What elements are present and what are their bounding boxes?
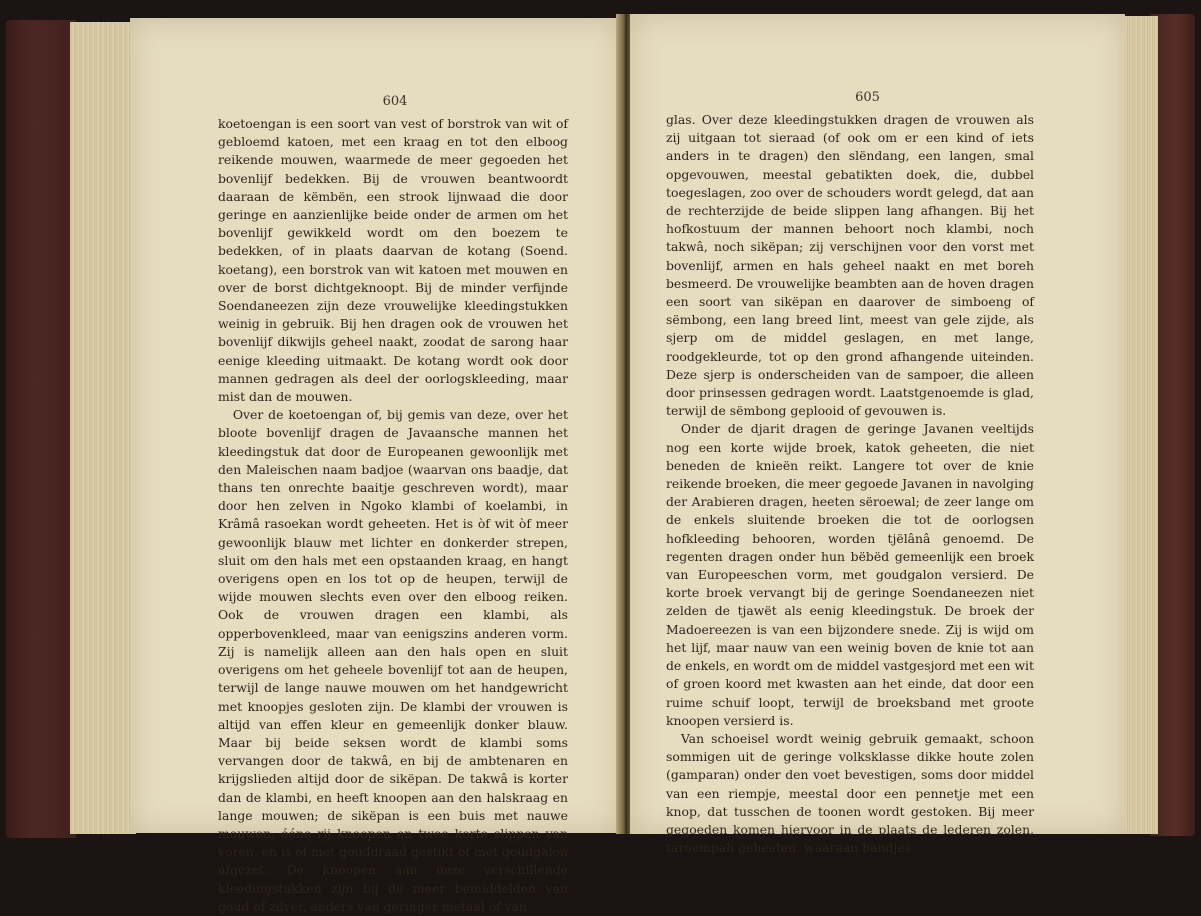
paragraph: glas. Over deze kleedingstukken dragen de vrouwen als zij uitgaan tot sieraad (of ook om er een kind of iets anders in te dragen) den slëndang, een langen, smal opgevouwen, meestal gebatikten doek, die, dubbel toegeslagen, zoo over de schouders wordt gelegd, dat aan de rechterzijde de beide slippen lang afhangen. Bij het hofkostuum der mannen behoort noch klambi, noch takwâ, noch sikëpan; zij verschijnen voor den vorst met bovenlijf, armen en hals geheel naakt en met boreh besmeerd. De vrouwelijke beambten aan de hoven dragen een soort van sikëpan en daarover de simboeng of sëmbong, een lang breed lint, meest van gele zijde, als sjerp om de middel geslagen, en met lange, roodgekleurde, tot op den grond afhangende uiteinden. Deze sjerp is onderscheiden van de sampoer, die alleen door prinsessen gedragen wordt. Laatstgenoemde is glad, terwijl de sëmbong geplooid of gevouwen is. <box>666 112 1034 419</box>
paragraph: Van schoeisel wordt weinig gebruik gemaakt, schoon sommigen uit de geringe volksklasse dikke houte zolen (gamparan) onder den voet bevestigen, soms door middel van een riempje, meestal door een pennetje met een knop, dat tusschen de toonen wordt gestoken. Bij meer gegoeden komen hiervoor in de plaats de lederen zolen, taroempah geheeten, waaraan bandjes <box>666 730 1034 856</box>
book-cover-left <box>6 20 76 838</box>
paragraph: Onder de djarit dragen de geringe Javanen veeltijds nog een korte wijde broek, katok geheeten, die niet beneden de knieën reikt. Langere tot over de knie reikende broeken, die meer gegoede Javanen in navolging der Arabieren dragen, heeten sëroewal; de zeer lange om de enkels sluitende broeken die tot de oorlogsen hofkleeding behooren, worden tjëlânâ genoemd. De regenten dragen onder hun bëbëd gemeenlijk een broek van Europeeschen vorm, met goudgalon versierd. De korte broek vervangt bij de geringe Soendaneezen niet zelden de tjawët als eenig kleedingstuk. De broek der Madoereezen is van een bijzondere snede. Zij is wijd om het lijf, maar nauw van een weinig boven de knie tot aan de enkels, en wordt om de middel vastgesjord met een wit of groen koord met kwasten aan het einde, dat door een ruime schuif loopt, terwijl de broeksband met groote knoopen versierd is. <box>666 421 1034 728</box>
left-page <box>130 18 620 914</box>
page-body <box>666 111 1034 857</box>
paragraph: Over de koetoengan of, bij gemis van deze, over het bloote bovenlijf dragen de Javaansche mannen het kleedingstuk dat door de Europeanen gewoonlijk met den Maleischen naam badjoe (waarvan ons baadje, dat thans ten onrechte baaitje geschreven wordt), maar door hen zelven in Ngoko klambi of koelambi, in Krâmâ rasoekan wordt geheeten. Het is òf wit òf meer gewoonlijk blauw met lichter en donkerder strepen, sluit om den hals met een opstaanden kraag, en hangt overigens open en los tot op de heupen, terwijl de wijde mouwen slechts even over den elboog reiken. Ook de vrouwen dragen een klambi, als opperbovenkleed, maar van eenigszins anderen vorm. Zij is namelijk alleen aan den hals open en sluit overigens om het geheele bovenlijf tot aan de heupen, terwijl de lange nauwe mouwen om het handgewricht met knoopjes gesloten zijn. De klambi der vrouwen is altijd van effen kleur en gemeenlijk donker blauw. Maar bij beide seksen wordt de klambi soms vervangen door de takwâ, en bij de ambtenaren en krijgslieden altijd door de sikëpan. De takwâ is korter dan de klambi, en heeft knoopen aan den halskraag en lange mouwen; de sikëpan is een buis met nauwe mouwen, ééne rij knoopen en twee korte slippen van voren, en is òf met gouddraad gestikt òf met goudgalon afgezet. De knoopen aan deze verschillende kleedingstukken zijn bij de meer bemiddelden van goud of zilver, anders van geringer metaal of van <box>218 407 568 914</box>
page-edges-left <box>70 22 136 834</box>
right-page <box>630 14 1125 856</box>
paragraph: koetoengan is een soort van vest of borstrok van wit of gebloemd katoen, met een kraag en tot den elboog reikende mouwen, waarmede de meer gegoeden het bovenlijf bedekken. Bij de vrouwen beantwoordt daaraan de këmbën, een strook lijnwaad die door geringe en aanzienlijke beide onder de armen om het bovenlijf gewikkeld wordt om den boezem te bedekken, of in plaats daarvan de kotang (Soend. koetang), een borstrok van wit katoen met mouwen en over de borst dichtgeknoopt. Bij de minder verfijnde Soendaneezen zijn deze vrouwelijke kleedingstukken weinig in gebruik. Bij hen dragen ook de vrouwen het bovenlijf dikwijls geheel naakt, zoodat de sarong haar eenige kleeding uitmaakt. De kotang wordt ook door mannen gedragen als deel der oorlogskleeding, maar mist dan de mouwen. <box>218 116 568 405</box>
page-number: 604 <box>382 94 408 109</box>
page-body <box>218 115 568 916</box>
page-number: 605 <box>855 90 880 105</box>
